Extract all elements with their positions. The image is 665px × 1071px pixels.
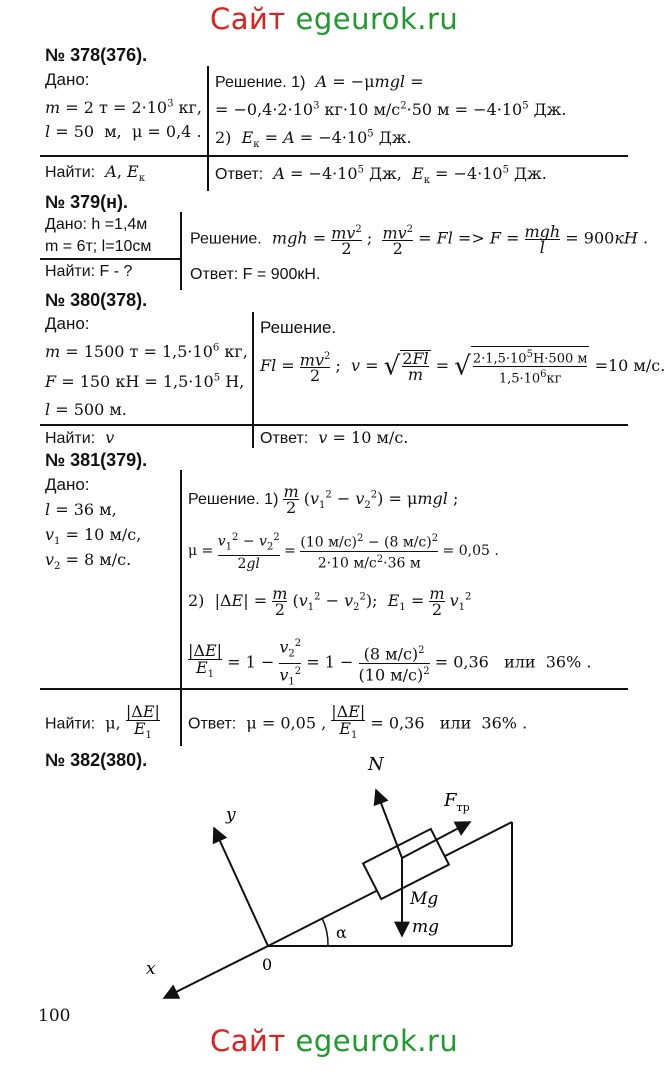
problem-378-solution-1: Решение. 1) A = −μmgl = [215, 72, 424, 91]
site-footer-part-a: Сайт [210, 1024, 296, 1058]
normal-force-arrow [376, 790, 402, 858]
site-footer-part-b: egeurok.ru [295, 1024, 459, 1058]
problem-380-divider-h [40, 424, 628, 426]
problem-382-title: № 382(380). [45, 750, 148, 770]
problem-379-title: № 379(н). [45, 192, 128, 212]
problem-381-solution-1: Решение. $1) \frac{m}{2}$ $(v_1^2 - v_2^2) = \mu mgl$ ; [188, 482, 459, 517]
problem-380-title: № 380(378). [45, 290, 148, 310]
site-header-part-a: Сайт [210, 2, 296, 36]
problem-378-title: № 378(376). [45, 45, 148, 65]
problem-380-solution: $Fl = mv^2$ 2 ; v = √ 2Fl m = √ $2\cdot 1,5\cdot 10^5Н\cdot 500$ м $1,5\cdot 10^6кг$ =10 м/с. [260, 346, 665, 387]
problem-379-answer: Ответ: F = 900кН. [190, 266, 321, 283]
problem-379-divider-h [40, 258, 180, 260]
problem-381-solution-4: |ΔE| $E_1$ = $1 - v_2^2$ $v_1^2$ = 1 − (8 м/с)$^2$ (10 м/с)$^2$ = 0,36 или 36% . [188, 636, 591, 690]
label-origin: 0 [262, 955, 273, 974]
problem-378-given-label: Дано: [45, 70, 90, 89]
problem-379-given-2: m = 6т; l=10см [45, 238, 152, 255]
problem-378-given-1: m = 2 $т = 2\cdot 10^3$ кг, [45, 98, 203, 117]
label-y: y [226, 805, 236, 825]
problem-381-find: Найти: μ, |ΔE| $E_1$ [45, 704, 160, 744]
problem-381-solution-3: 2) $|\Delta E| = \frac{m}{2}$ $(v_1^2 - v_2^2)$; $E_1 = \frac{m}{2}$ $v_1^2$ [188, 584, 472, 619]
y-axis [214, 828, 268, 946]
problem-381-given-3: $v_2 = 8$ м/с. [45, 550, 132, 573]
site-footer [210, 1024, 458, 1058]
problem-379-solution: Решение. mgh = $mv^2$ 2 ; $mv^2$ 2 = Fl => F = mgh l = 900кН . [190, 221, 649, 259]
problem-378-given-2: l = 50 м, μ = 0,4 . [45, 122, 202, 141]
problem-381-divider-v [180, 470, 182, 746]
problem-381-solution-2: $\mu = v_1^2 - v_2^2$ 2gl = (10 м/с)$^2$ − (8 м/с)$^2$ 2·10 $м/с^2\cdot 36$ м = 0,05 . [188, 532, 499, 573]
problem-378-answer: Ответ: $A = -4\cdot 10^5$ Дж, $E_к = -4\cdot 10^5$ Дж. [215, 164, 547, 187]
incline-diagram [0, 754, 650, 1020]
label-alpha: α [336, 923, 347, 942]
x-axis [164, 946, 268, 998]
problem-379-given-1: Дано: h =1,4м [45, 216, 148, 233]
problem-380-answer: Ответ: v = 10 м/с. [260, 428, 409, 447]
problem-380-given-1: m = 1500 $т = 1,5\cdot 10^6$ кг, [45, 342, 248, 361]
problem-380-given-2: F = 150 кН = $1,5\cdot 10^5$ Н, [45, 372, 245, 391]
page-number: 100 [38, 1006, 71, 1026]
problem-378-divider-v [207, 66, 209, 191]
site-header [210, 2, 458, 36]
problem-381-answer: Ответ: μ = 0,05 , |ΔE| $E_1$ = 0,36 или 36% . [188, 704, 527, 744]
label-N: N [368, 754, 384, 775]
problem-380-given-3: l = 500 м. [45, 400, 127, 419]
problem-379-find: Найти: F - ? [45, 263, 133, 280]
problem-380-divider-v [252, 312, 254, 448]
problem-380-solution-label: Решение. [260, 318, 337, 337]
problem-378-solution-3: 2) $E_к = A = -4\cdot 10^5$ Дж. [215, 128, 412, 151]
problem-380-find: Найти: v [45, 428, 115, 447]
site-header-part-b: egeurok.ru [295, 2, 459, 36]
label-Mg: Mg [410, 889, 439, 909]
problem-381-given-label: Дано: [45, 475, 90, 494]
label-x: x [146, 959, 156, 979]
problem-380-given-label: Дано: [45, 314, 90, 333]
label-Ftr: $F_{тр}$ [444, 790, 470, 814]
problem-381-given-1: l = 36 м, [45, 500, 117, 519]
problem-381-given-2: $v_1 = 10$ м/с, [45, 525, 142, 548]
problem-378-solution-2: = $-0,4\cdot 2\cdot 10^3$ кг·10 $м/с^2\cdot 50$ $м = -4\cdot 10^5$ Дж. [215, 100, 567, 119]
problem-381-title: № 381(379). [45, 450, 148, 470]
problem-379-divider-v [180, 212, 182, 290]
problem-378-find: Найти: A, $E_к$ [45, 162, 145, 185]
label-mg: mg [412, 917, 440, 937]
problem-378-divider-h [40, 155, 628, 157]
angle-arc [322, 918, 328, 946]
